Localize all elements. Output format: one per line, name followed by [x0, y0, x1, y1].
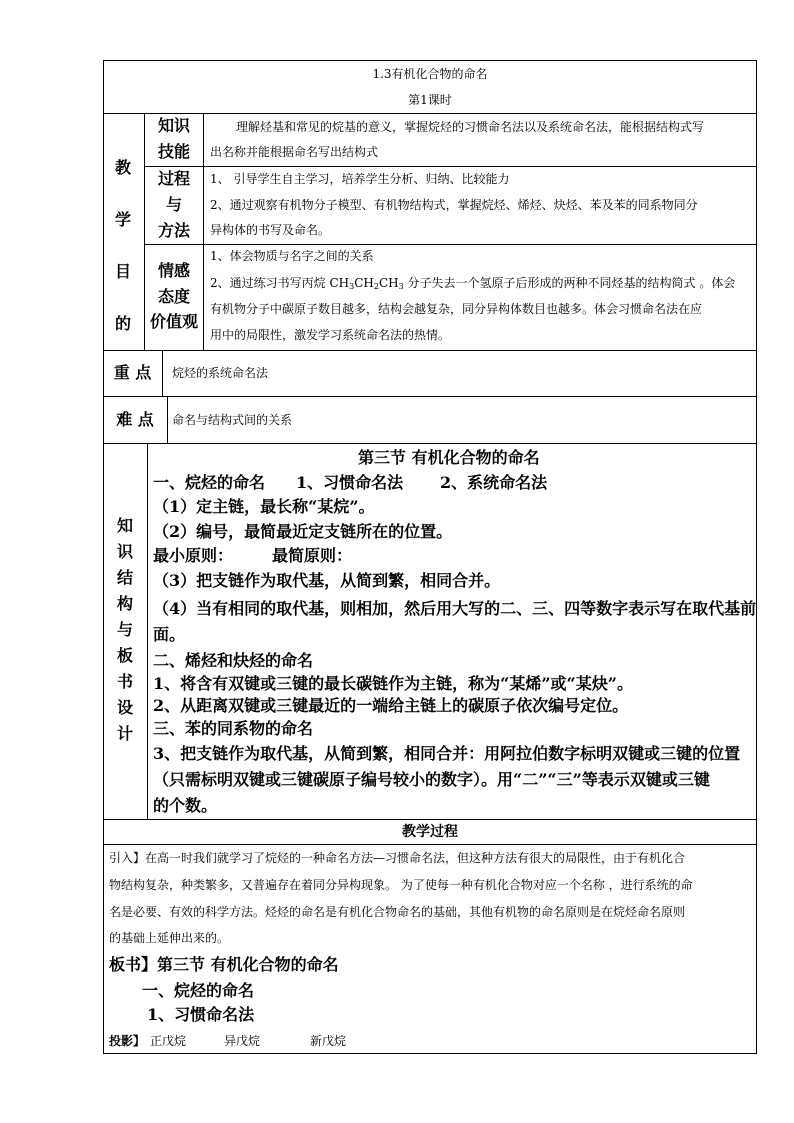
board-line5: （3）把支链作为取代基，从简到繁，相同合并。	[153, 571, 501, 590]
emotion-item-2-line3: 用中的局限性，激发学习系统命名法的热情。	[210, 328, 451, 342]
intro-line4: 的基础上延伸出来的。	[109, 931, 230, 945]
process-label: 过程	[157, 169, 190, 188]
attitude-label: 态度	[157, 287, 190, 306]
process-item-2-line2: 异构体的书写及命名。	[210, 223, 331, 237]
emotion-label: 情感	[157, 261, 190, 280]
projection-label: 投影】	[109, 1034, 146, 1048]
emotion-item-2-line2: 有机物分子中碳原子数目越多，结构会越复杂，同分异构体数目也越多。体会习惯命名法在应	[210, 302, 703, 316]
intro-line2: 物结构复杂，种类繁多，又普遍存在着同分异构现象。 为了使每一种有机化合物对应一个名称 ，进行系统的命	[109, 878, 693, 892]
process-item-1: 1、 引导学生自主学习，培养学生分析、归纳、比较能力	[210, 172, 510, 186]
board-line6b: 面。	[153, 625, 186, 644]
knowledge-text-line2: 出名称并能根据命名写出结构式	[210, 145, 379, 159]
board-line4-a: 最小原则：	[153, 546, 234, 565]
process-board-sub2: 1、习惯命名法	[147, 1005, 255, 1024]
board-line3: （2）编号，最简最近定支链所在的位置。	[153, 522, 453, 541]
board-line11b: （只需标明双键或三键碳原子编号较小的数字）。用“二”“三”等表示双键或三键	[153, 770, 710, 789]
board-line10: 三、苯的同系物的命名	[153, 719, 314, 738]
difficult-point-label: 难 点	[116, 410, 154, 429]
skills-label: 技能	[157, 142, 190, 161]
process-board-line: 板书】第三节 有机化合物的命名	[109, 955, 339, 974]
and-label: 与	[165, 195, 182, 214]
board-line11c: 的个数。	[153, 796, 218, 815]
projection-item-2: 异戊烷	[224, 1034, 261, 1048]
board-line8: 1、将含有双键或三键的最长碳链作为主链，称为“某烯”或“某炔”。	[153, 674, 633, 693]
method-label: 方法	[157, 221, 190, 240]
key-point-label: 重 点	[113, 363, 152, 382]
board-line1-a: 一、烷烃的命名	[153, 473, 266, 492]
emotion-item-2-line1: 2、通过练习书写丙烷 $CH_3CH_2CH_3$ 分子失去一个氢原子后形成的两种不同烃基的结构简式 。体会	[210, 276, 736, 291]
key-point-text: 烷烃的系统命名法	[172, 366, 269, 380]
values-label: 价值观	[149, 312, 198, 331]
projection-item-1: 正戊烷	[150, 1034, 187, 1048]
knowledge-label: 知识	[157, 116, 190, 135]
intro-line1: 引入】在高一时我们就学习了烷烃的一种命名方法—习惯命名法，但这种方法有很大的局限性，由于有机化合	[109, 851, 686, 865]
objectives-section-label: 教 学 目 的	[114, 158, 131, 333]
board-line1-c: 2、系统命名法	[440, 473, 548, 492]
board-line1-b: 1、习惯命名法	[296, 473, 404, 492]
board-line2: （1）定主链，最长称“某烷”。	[153, 497, 375, 516]
board-section-label: 知 识 结 构 与 板 书 设 计	[116, 516, 133, 743]
intro-line3: 名是必要、有效的科学方法。烃烃的命名是有机化合物命名的基础，其他有机物的命名原则是在烷烃命名原则	[109, 905, 686, 919]
board-title: 第三节 有机化合物的命名	[358, 448, 540, 467]
process-title: 教学过程	[402, 824, 458, 840]
board-line4-b: 最简原则：	[272, 546, 353, 565]
knowledge-text-line1: 理解烃基和常见的烷基的意义，掌握烷烃的习惯命名法以及系统命名法，能根据结构式写	[236, 120, 705, 134]
difficult-point-text: 命名与结构式间的关系	[172, 413, 293, 427]
process-item-2-line1: 2、通过观察有机物分子模型、有机物结构式，掌握烷烃、烯烃、炔烃、苯及苯的同系物同分	[210, 198, 698, 212]
lesson-session: 第1课时	[408, 93, 452, 107]
board-line7: 二、烯烃和炔烃的命名	[153, 651, 314, 670]
board-line6a: （4）当有相同的取代基，则相加，然后用大写的二、三、四等数字表示写在取代基前	[153, 599, 757, 618]
emotion-item-1: 1、体会物质与名字之间的关系	[210, 249, 374, 263]
projection-item-3: 新戊烷	[310, 1034, 347, 1048]
process-board-sub1: 一、烷烃的命名	[142, 981, 255, 1000]
board-line11a: 3、把支链作为取代基，从简到繁，相同合并：用阿拉伯数字标明双键或三键的位置	[153, 744, 741, 763]
board-line9: 2、从距离双键或三键最近的一端给主链上的碳原子依次编号定位。	[153, 696, 629, 715]
lesson-title: 1.3有机化合物的命名	[372, 67, 488, 81]
